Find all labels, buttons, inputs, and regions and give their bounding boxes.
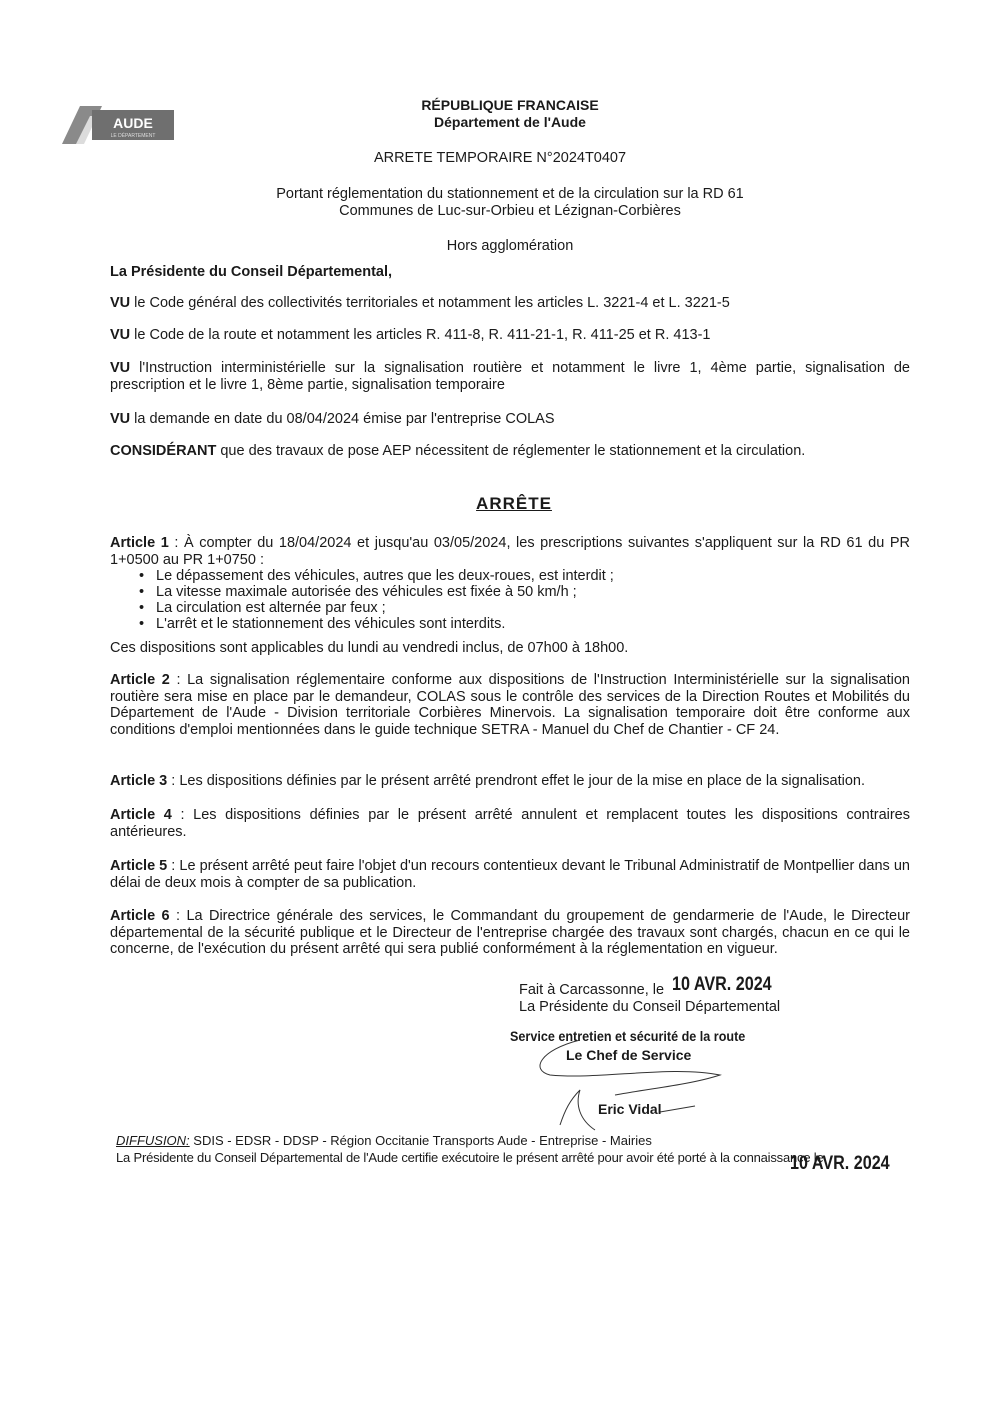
article-1-intro	[110, 535, 910, 568]
considerant-text: que des travaux de pose AEP nécessitent de réglementer le stationnement et la circulation.	[216, 443, 806, 459]
vu-text: le Code général des collectivités territoriales et notamment les articles L. 3221-4 et L. 3221-5	[130, 295, 730, 311]
article-lead: Article 6	[110, 908, 170, 924]
signature-place: Fait à Carcassonne, le	[519, 982, 665, 998]
article-5	[110, 858, 910, 891]
article-1-footer: Ces dispositions sont applicables du lundi au vendredi inclus, de 07h00 à 18h00.	[110, 640, 629, 656]
header-block	[310, 97, 710, 131]
logo-subtext: LE DÉPARTEMENT	[110, 133, 156, 139]
certify-date-stamp: 10 AVR. 2024	[790, 1153, 890, 1174]
subject-line-2: Communes de Luc-sur-Orbieu et Lézignan-Corbières	[339, 203, 681, 219]
signature-title: La Présidente du Conseil Départemental	[519, 999, 781, 1015]
vu-paragraph-1	[110, 295, 910, 312]
vu-paragraph-4	[110, 411, 910, 428]
arrete-heading: ARRÊTE	[476, 494, 552, 513]
article-text: : Les dispositions définies par le présent arrêté prendront effet le jour de la mise en place de la signalisation.	[167, 773, 865, 789]
vu-paragraph-3	[110, 360, 910, 393]
article-2	[110, 672, 910, 738]
list-item: • La vitesse maximale autorisée des véhicules est fixée à 50 km/h ;	[110, 584, 910, 600]
list-item: • La circulation est alternée par feux ;	[110, 600, 910, 616]
diffusion-list: SDIS - EDSR - DDSP - Région Occitanie Transports Aude - Entreprise - Mairies	[189, 1133, 652, 1148]
list-item: • L'arrêt et le stationnement des véhicules sont interdits.	[110, 616, 910, 632]
article-text: : Les dispositions définies par le présent arrêté annulent et remplacent toutes les dispositions contraires antérieures.	[110, 807, 910, 840]
article-lead: Article 3	[110, 773, 168, 789]
article-6	[110, 908, 910, 958]
handwritten-signature	[520, 1030, 740, 1150]
vu-lead: VU	[110, 295, 131, 311]
vu-text: le Code de la route et notamment les articles R. 411-8, R. 411-21-1, R. 411-25 et R. 413-1	[130, 327, 711, 343]
article-lead: Article 5	[110, 858, 168, 874]
vu-lead: VU	[110, 360, 131, 376]
location-line: Hors agglomération	[446, 238, 574, 254]
article-text: : La Directrice générale des services, le Commandant du groupement de gendarmerie de l'Aude, le Directeur départemental de la sécurité publique et le Directeur de l'entreprise chargée des travaux sont chargés, chacun en ce qui le concerne, de l'exécution du présent arrêté qui sera publié conformément à la réglementation en vigueur.	[110, 908, 910, 957]
signatory-name: Eric Vidal	[598, 1101, 662, 1117]
arrete-number: ARRETE TEMPORAIRE N°2024T0407	[373, 150, 627, 166]
article-text: : Le présent arrêté peut faire l'objet d'un recours contentieux devant le Tribunal Administratif de Montpellier dans un délai de deux mois à compter de sa publication.	[110, 858, 910, 891]
president-line: La Présidente du Conseil Départemental,	[110, 264, 393, 280]
article-1	[110, 535, 910, 632]
article-lead: Article 1	[110, 535, 169, 551]
article-lead: Article 4	[110, 807, 172, 823]
article-text: : À compter du 18/04/2024 et jusqu'au 03/05/2024, les prescriptions suivantes s'appliquent sur la RD 61 du PR 1+0500 au PR 1+0750 :	[110, 535, 910, 568]
service-stamp: Service entretien et sécurité de la route	[510, 1028, 746, 1044]
article-lead: Article 2	[110, 672, 170, 688]
aude-logo-mark	[62, 106, 174, 144]
article-1-rules	[110, 568, 910, 632]
chef-de-service: Le Chef de Service	[566, 1047, 692, 1063]
article-4	[110, 807, 910, 840]
vu-lead: VU	[110, 411, 131, 427]
signature-date-stamp: 10 AVR. 2024	[672, 974, 772, 995]
aude-logo	[62, 106, 174, 144]
article-3	[110, 773, 910, 790]
considerant-paragraph	[110, 443, 910, 460]
diffusion-line	[116, 1133, 652, 1148]
vu-text: la demande en date du 08/04/2024 émise par l'entreprise COLAS	[130, 411, 555, 427]
considerant-lead: CONSIDÉRANT	[110, 443, 217, 459]
subject-line-1: Portant réglementation du stationnement et de la circulation sur la RD 61	[276, 186, 744, 202]
vu-lead: VU	[110, 327, 131, 343]
list-item: • Le dépassement des véhicules, autres que les deux-roues, est interdit ;	[110, 568, 910, 584]
department-title: Département de l'Aude	[434, 114, 586, 130]
article-text: : La signalisation réglementaire conforme aux dispositions de l'Instruction Interministérielle sur la signalisation routière sera mise en place par le demandeur, COLAS sous le contrôle des services de la Direction Routes et Mobilités du Département de l'Aude - Division territoriale Corbières Minervois. La signalisation temporaire doit être conforme aux conditions d'emploi mentionnées dans le guide technique SETRA - Manuel du Chef de Chantier - CF 24.	[110, 672, 910, 738]
certify-line: La Présidente du Conseil Départemental de l'Aude certifie exécutoire le présent arrêté pour avoir été porté à la connaissance le	[116, 1150, 824, 1165]
vu-paragraph-2	[110, 327, 910, 344]
diffusion-label: DIFFUSION:	[116, 1133, 190, 1148]
logo-text: AUDE	[113, 115, 153, 131]
vu-text: l'Instruction interministérielle sur la signalisation routière et notamment le livre 1, 4ème partie, signalisation de prescription et le livre 1, 8ème partie, signalisation temporaire	[110, 360, 910, 393]
republic-title: RÉPUBLIQUE FRANCAISE	[421, 97, 599, 113]
